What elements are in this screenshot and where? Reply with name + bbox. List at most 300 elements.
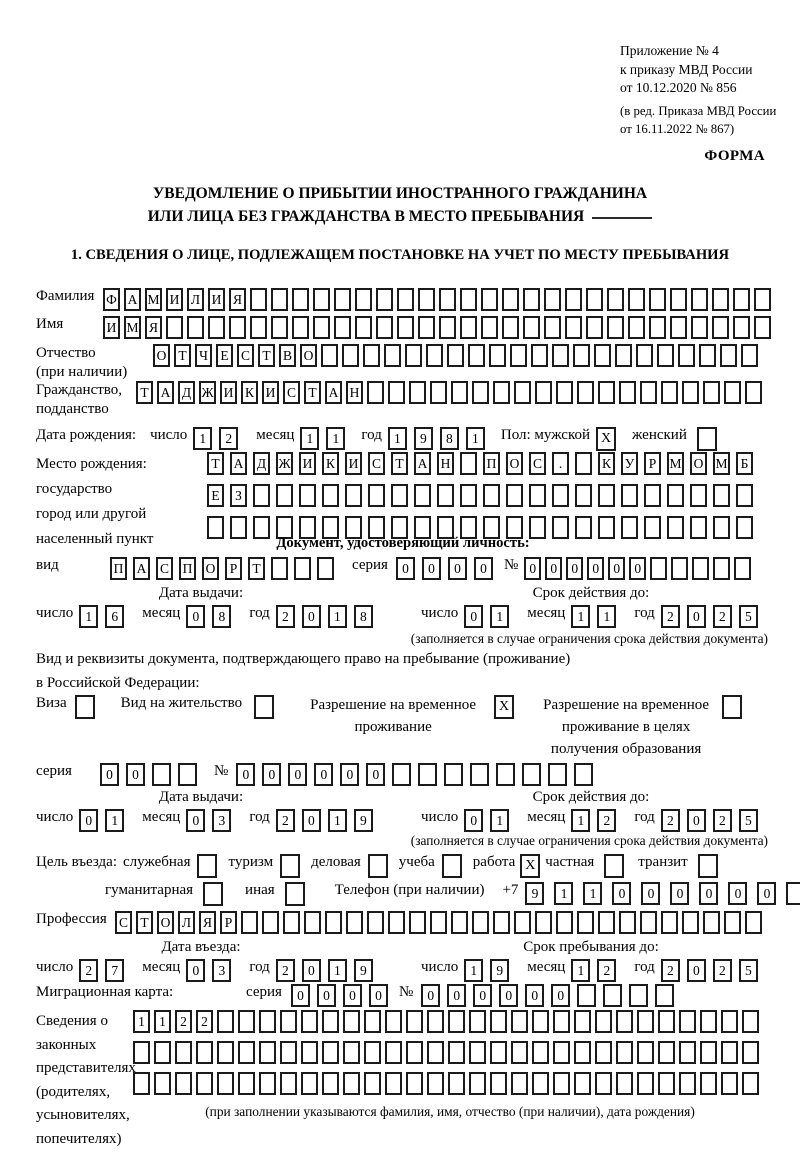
char-cell[interactable]: О	[506, 452, 523, 475]
char-cell[interactable]	[154, 1041, 171, 1064]
char-cell[interactable]	[522, 763, 541, 786]
char-cell[interactable]: С	[156, 557, 173, 580]
char-cell[interactable]	[586, 316, 603, 339]
char-cell[interactable]: 1	[490, 605, 509, 628]
char-cell[interactable]	[397, 316, 414, 339]
char-cell[interactable]: 8	[440, 427, 459, 450]
char-cell[interactable]	[322, 1010, 339, 1033]
char-cell[interactable]	[388, 911, 405, 934]
char-cell[interactable]	[682, 911, 699, 934]
char-cell[interactable]: 0	[302, 605, 321, 628]
char-cell[interactable]	[444, 763, 463, 786]
char-cell[interactable]	[271, 288, 288, 311]
char-cell[interactable]	[271, 557, 288, 580]
char-cell[interactable]: 0	[464, 809, 483, 832]
char-cell[interactable]: Я	[145, 316, 162, 339]
char-cell[interactable]	[196, 1041, 213, 1064]
char-cell[interactable]: 8	[354, 605, 373, 628]
char-cell[interactable]	[565, 288, 582, 311]
char-cell[interactable]	[595, 1041, 612, 1064]
char-cell[interactable]: М	[667, 452, 684, 475]
char-cell[interactable]	[301, 1041, 318, 1064]
char-cell[interactable]	[721, 1072, 738, 1095]
char-cell[interactable]: И	[220, 381, 237, 404]
char-cell[interactable]: Т	[258, 344, 275, 367]
char-cell[interactable]	[250, 288, 267, 311]
char-cell[interactable]	[699, 344, 716, 367]
char-cell[interactable]: Т	[136, 381, 153, 404]
char-cell[interactable]: З	[230, 484, 247, 507]
char-cell[interactable]	[317, 557, 334, 580]
char-cell[interactable]	[655, 984, 674, 1007]
char-cell[interactable]	[649, 288, 666, 311]
char-cell[interactable]: 2	[597, 959, 616, 982]
char-cell[interactable]: А	[230, 452, 247, 475]
char-cell[interactable]: 8	[212, 605, 231, 628]
char-cell[interactable]	[598, 911, 615, 934]
char-cell[interactable]	[405, 344, 422, 367]
char-cell[interactable]: 0	[687, 809, 706, 832]
char-cell[interactable]	[658, 1041, 675, 1064]
char-cell[interactable]	[469, 1041, 486, 1064]
char-cell[interactable]	[259, 1010, 276, 1033]
char-cell[interactable]	[628, 288, 645, 311]
char-cell[interactable]: Я	[229, 288, 246, 311]
char-cell[interactable]	[721, 1041, 738, 1064]
temp-permit-checkbox[interactable]: X	[494, 695, 514, 719]
char-cell[interactable]: С	[283, 381, 300, 404]
char-cell[interactable]: С	[368, 452, 385, 475]
char-cell[interactable]: 0	[687, 959, 706, 982]
visa-checkbox[interactable]	[75, 695, 95, 719]
char-cell[interactable]	[786, 882, 800, 905]
char-cell[interactable]	[552, 484, 569, 507]
char-cell[interactable]: 0	[126, 763, 145, 786]
char-cell[interactable]	[619, 381, 636, 404]
char-cell[interactable]	[368, 484, 385, 507]
char-cell[interactable]	[439, 316, 456, 339]
char-cell[interactable]: Р	[220, 911, 237, 934]
char-cell[interactable]: 9	[354, 959, 373, 982]
char-cell[interactable]: И	[262, 381, 279, 404]
char-cell[interactable]	[376, 288, 393, 311]
char-cell[interactable]: 2	[713, 605, 732, 628]
char-cell[interactable]	[598, 484, 615, 507]
char-cell[interactable]: 0	[421, 984, 440, 1007]
char-cell[interactable]	[294, 557, 311, 580]
char-cell[interactable]: 0	[186, 605, 205, 628]
char-cell[interactable]	[217, 1041, 234, 1064]
char-cell[interactable]: 0	[524, 557, 541, 580]
char-cell[interactable]: 2	[661, 605, 680, 628]
char-cell[interactable]: 0	[100, 763, 119, 786]
char-cell[interactable]: 2	[196, 1010, 213, 1033]
sex-female-checkbox[interactable]	[697, 427, 717, 451]
char-cell[interactable]	[531, 344, 548, 367]
char-cell[interactable]	[712, 316, 729, 339]
char-cell[interactable]: 0	[340, 763, 359, 786]
char-cell[interactable]	[196, 1072, 213, 1095]
char-cell[interactable]	[575, 452, 592, 475]
char-cell[interactable]: А	[133, 557, 150, 580]
char-cell[interactable]	[448, 1010, 465, 1033]
char-cell[interactable]: 3	[212, 809, 231, 832]
char-cell[interactable]: 1	[583, 882, 602, 905]
char-cell[interactable]: Т	[136, 911, 153, 934]
char-cell[interactable]	[472, 381, 489, 404]
char-cell[interactable]	[532, 1072, 549, 1095]
char-cell[interactable]: П	[179, 557, 196, 580]
char-cell[interactable]: 0	[314, 763, 333, 786]
char-cell[interactable]	[679, 1010, 696, 1033]
char-cell[interactable]	[343, 1072, 360, 1095]
char-cell[interactable]: Т	[391, 452, 408, 475]
char-cell[interactable]	[406, 1041, 423, 1064]
char-cell[interactable]: 0	[369, 984, 388, 1007]
char-cell[interactable]	[573, 344, 590, 367]
char-cell[interactable]: С	[529, 452, 546, 475]
char-cell[interactable]	[175, 1072, 192, 1095]
char-cell[interactable]: 1	[328, 809, 347, 832]
char-cell[interactable]	[574, 1010, 591, 1033]
char-cell[interactable]	[574, 1072, 591, 1095]
char-cell[interactable]	[406, 1010, 423, 1033]
char-cell[interactable]	[346, 911, 363, 934]
char-cell[interactable]	[493, 911, 510, 934]
char-cell[interactable]: Ф	[103, 288, 120, 311]
char-cell[interactable]	[427, 1010, 444, 1033]
char-cell[interactable]	[574, 763, 593, 786]
char-cell[interactable]	[644, 484, 661, 507]
char-cell[interactable]	[355, 316, 372, 339]
char-cell[interactable]: 0	[499, 984, 518, 1007]
char-cell[interactable]: 0	[687, 605, 706, 628]
char-cell[interactable]	[301, 1010, 318, 1033]
purpose-tourism-checkbox[interactable]	[280, 854, 300, 878]
char-cell[interactable]	[187, 316, 204, 339]
char-cell[interactable]	[514, 381, 531, 404]
char-cell[interactable]	[154, 1072, 171, 1095]
char-cell[interactable]	[322, 484, 339, 507]
char-cell[interactable]: Н	[437, 452, 454, 475]
char-cell[interactable]	[628, 316, 645, 339]
char-cell[interactable]	[690, 484, 707, 507]
char-cell[interactable]	[418, 763, 437, 786]
char-cell[interactable]	[384, 344, 401, 367]
char-cell[interactable]	[276, 484, 293, 507]
char-cell[interactable]	[418, 316, 435, 339]
char-cell[interactable]: И	[208, 288, 225, 311]
char-cell[interactable]	[238, 1072, 255, 1095]
char-cell[interactable]: 0	[757, 882, 776, 905]
char-cell[interactable]: 0	[641, 882, 660, 905]
char-cell[interactable]	[490, 1041, 507, 1064]
char-cell[interactable]	[556, 381, 573, 404]
char-cell[interactable]	[544, 288, 561, 311]
char-cell[interactable]	[439, 288, 456, 311]
char-cell[interactable]	[616, 1010, 633, 1033]
char-cell[interactable]: 0	[447, 984, 466, 1007]
char-cell[interactable]	[594, 344, 611, 367]
char-cell[interactable]	[178, 763, 197, 786]
char-cell[interactable]	[658, 1072, 675, 1095]
char-cell[interactable]: 0	[670, 882, 689, 905]
char-cell[interactable]: 0	[396, 557, 415, 580]
char-cell[interactable]: 1	[105, 809, 124, 832]
char-cell[interactable]: Т	[304, 381, 321, 404]
char-cell[interactable]: 5	[739, 809, 758, 832]
purpose-business-checkbox[interactable]	[368, 854, 388, 878]
char-cell[interactable]: 2	[175, 1010, 192, 1033]
char-cell[interactable]: 0	[262, 763, 281, 786]
char-cell[interactable]	[238, 1041, 255, 1064]
char-cell[interactable]	[299, 484, 316, 507]
char-cell[interactable]	[629, 984, 648, 1007]
char-cell[interactable]: 0	[186, 809, 205, 832]
char-cell[interactable]: 2	[219, 427, 238, 450]
char-cell[interactable]	[325, 911, 342, 934]
char-cell[interactable]: Н	[346, 381, 363, 404]
char-cell[interactable]	[460, 316, 477, 339]
char-cell[interactable]: 0	[366, 763, 385, 786]
char-cell[interactable]	[385, 1041, 402, 1064]
char-cell[interactable]	[447, 344, 464, 367]
char-cell[interactable]	[724, 381, 741, 404]
char-cell[interactable]	[678, 344, 695, 367]
char-cell[interactable]: .	[552, 452, 569, 475]
char-cell[interactable]	[511, 1041, 528, 1064]
char-cell[interactable]: 1	[554, 882, 573, 905]
char-cell[interactable]	[385, 1010, 402, 1033]
char-cell[interactable]	[280, 1072, 297, 1095]
char-cell[interactable]	[741, 344, 758, 367]
char-cell[interactable]	[658, 1010, 675, 1033]
char-cell[interactable]: 0	[629, 557, 646, 580]
char-cell[interactable]	[553, 1041, 570, 1064]
char-cell[interactable]	[259, 1041, 276, 1064]
char-cell[interactable]	[650, 557, 667, 580]
char-cell[interactable]	[691, 316, 708, 339]
char-cell[interactable]	[483, 484, 500, 507]
char-cell[interactable]	[253, 484, 270, 507]
char-cell[interactable]	[575, 484, 592, 507]
char-cell[interactable]	[292, 316, 309, 339]
char-cell[interactable]: И	[299, 452, 316, 475]
char-cell[interactable]	[388, 381, 405, 404]
char-cell[interactable]	[607, 316, 624, 339]
char-cell[interactable]: 1	[328, 959, 347, 982]
char-cell[interactable]	[208, 316, 225, 339]
char-cell[interactable]	[700, 1072, 717, 1095]
char-cell[interactable]	[661, 911, 678, 934]
char-cell[interactable]: 0	[587, 557, 604, 580]
char-cell[interactable]	[430, 381, 447, 404]
char-cell[interactable]: Т	[248, 557, 265, 580]
char-cell[interactable]	[292, 288, 309, 311]
char-cell[interactable]	[262, 911, 279, 934]
char-cell[interactable]	[363, 344, 380, 367]
char-cell[interactable]	[493, 381, 510, 404]
char-cell[interactable]: 3	[212, 959, 231, 982]
char-cell[interactable]	[229, 316, 246, 339]
char-cell[interactable]	[241, 911, 258, 934]
char-cell[interactable]	[671, 557, 688, 580]
char-cell[interactable]	[734, 557, 751, 580]
char-cell[interactable]	[238, 1010, 255, 1033]
char-cell[interactable]	[367, 381, 384, 404]
char-cell[interactable]	[376, 316, 393, 339]
char-cell[interactable]: Е	[216, 344, 233, 367]
char-cell[interactable]	[392, 763, 411, 786]
char-cell[interactable]: 0	[699, 882, 718, 905]
char-cell[interactable]: 2	[276, 605, 295, 628]
char-cell[interactable]	[745, 381, 762, 404]
char-cell[interactable]: С	[237, 344, 254, 367]
char-cell[interactable]: 2	[276, 959, 295, 982]
char-cell[interactable]: 2	[597, 809, 616, 832]
char-cell[interactable]	[640, 381, 657, 404]
purpose-private-checkbox[interactable]	[604, 854, 624, 878]
char-cell[interactable]	[713, 484, 730, 507]
purpose-other-checkbox[interactable]	[285, 882, 305, 906]
char-cell[interactable]: А	[157, 381, 174, 404]
char-cell[interactable]	[703, 911, 720, 934]
char-cell[interactable]: Д	[178, 381, 195, 404]
char-cell[interactable]	[502, 288, 519, 311]
char-cell[interactable]	[535, 911, 552, 934]
char-cell[interactable]	[616, 1041, 633, 1064]
char-cell[interactable]: 9	[490, 959, 509, 982]
char-cell[interactable]: К	[598, 452, 615, 475]
char-cell[interactable]	[712, 288, 729, 311]
char-cell[interactable]: М	[145, 288, 162, 311]
char-cell[interactable]: 0	[236, 763, 255, 786]
char-cell[interactable]: 0	[464, 605, 483, 628]
char-cell[interactable]	[703, 381, 720, 404]
char-cell[interactable]	[754, 316, 771, 339]
char-cell[interactable]	[489, 344, 506, 367]
char-cell[interactable]	[250, 316, 267, 339]
char-cell[interactable]: 0	[608, 557, 625, 580]
char-cell[interactable]: 0	[448, 557, 467, 580]
char-cell[interactable]: Т	[207, 452, 224, 475]
char-cell[interactable]	[586, 288, 603, 311]
char-cell[interactable]: О	[157, 911, 174, 934]
char-cell[interactable]: В	[279, 344, 296, 367]
char-cell[interactable]: А	[414, 452, 431, 475]
char-cell[interactable]	[430, 911, 447, 934]
char-cell[interactable]	[367, 911, 384, 934]
char-cell[interactable]	[691, 288, 708, 311]
char-cell[interactable]	[621, 484, 638, 507]
char-cell[interactable]	[720, 344, 737, 367]
char-cell[interactable]	[133, 1041, 150, 1064]
char-cell[interactable]: 5	[739, 605, 758, 628]
char-cell[interactable]	[670, 288, 687, 311]
char-cell[interactable]	[544, 316, 561, 339]
char-cell[interactable]: 1	[490, 809, 509, 832]
char-cell[interactable]	[692, 557, 709, 580]
char-cell[interactable]	[468, 344, 485, 367]
char-cell[interactable]	[448, 1041, 465, 1064]
char-cell[interactable]: У	[621, 452, 638, 475]
edu-permit-checkbox[interactable]	[722, 695, 742, 719]
char-cell[interactable]	[342, 344, 359, 367]
char-cell[interactable]	[724, 911, 741, 934]
char-cell[interactable]	[217, 1010, 234, 1033]
char-cell[interactable]	[742, 1072, 759, 1095]
char-cell[interactable]	[637, 1072, 654, 1095]
char-cell[interactable]: Р	[644, 452, 661, 475]
char-cell[interactable]	[682, 381, 699, 404]
char-cell[interactable]: 0	[186, 959, 205, 982]
char-cell[interactable]	[553, 1072, 570, 1095]
char-cell[interactable]: Ч	[195, 344, 212, 367]
char-cell[interactable]	[334, 288, 351, 311]
char-cell[interactable]: 1	[328, 605, 347, 628]
char-cell[interactable]: 0	[79, 809, 98, 832]
char-cell[interactable]: 2	[79, 959, 98, 982]
purpose-official-checkbox[interactable]	[197, 854, 217, 878]
char-cell[interactable]	[733, 288, 750, 311]
char-cell[interactable]: М	[124, 316, 141, 339]
char-cell[interactable]	[472, 911, 489, 934]
char-cell[interactable]: А	[325, 381, 342, 404]
char-cell[interactable]: 1	[79, 605, 98, 628]
char-cell[interactable]	[661, 381, 678, 404]
char-cell[interactable]: М	[713, 452, 730, 475]
char-cell[interactable]	[598, 381, 615, 404]
char-cell[interactable]	[637, 1041, 654, 1064]
char-cell[interactable]: О	[202, 557, 219, 580]
char-cell[interactable]	[391, 484, 408, 507]
char-cell[interactable]	[460, 288, 477, 311]
char-cell[interactable]	[448, 1072, 465, 1095]
char-cell[interactable]: И	[166, 288, 183, 311]
char-cell[interactable]	[451, 381, 468, 404]
char-cell[interactable]	[514, 911, 531, 934]
char-cell[interactable]	[636, 344, 653, 367]
char-cell[interactable]	[409, 911, 426, 934]
char-cell[interactable]: 0	[551, 984, 570, 1007]
char-cell[interactable]	[152, 763, 171, 786]
char-cell[interactable]: 2	[713, 959, 732, 982]
char-cell[interactable]	[406, 1072, 423, 1095]
char-cell[interactable]	[506, 484, 523, 507]
char-cell[interactable]	[745, 911, 762, 934]
char-cell[interactable]: И	[345, 452, 362, 475]
char-cell[interactable]	[343, 1010, 360, 1033]
char-cell[interactable]: 0	[302, 959, 321, 982]
char-cell[interactable]	[619, 911, 636, 934]
char-cell[interactable]	[313, 316, 330, 339]
char-cell[interactable]	[414, 484, 431, 507]
char-cell[interactable]	[283, 911, 300, 934]
char-cell[interactable]: Ж	[276, 452, 293, 475]
char-cell[interactable]: 9	[414, 427, 433, 450]
char-cell[interactable]: 1	[571, 809, 590, 832]
char-cell[interactable]: 2	[276, 809, 295, 832]
char-cell[interactable]: Р	[225, 557, 242, 580]
char-cell[interactable]: Л	[187, 288, 204, 311]
char-cell[interactable]: 1	[571, 605, 590, 628]
char-cell[interactable]: О	[300, 344, 317, 367]
char-cell[interactable]: 1	[193, 427, 212, 450]
char-cell[interactable]	[657, 344, 674, 367]
char-cell[interactable]: Я	[199, 911, 216, 934]
char-cell[interactable]	[437, 484, 454, 507]
purpose-study-checkbox[interactable]	[442, 854, 462, 878]
